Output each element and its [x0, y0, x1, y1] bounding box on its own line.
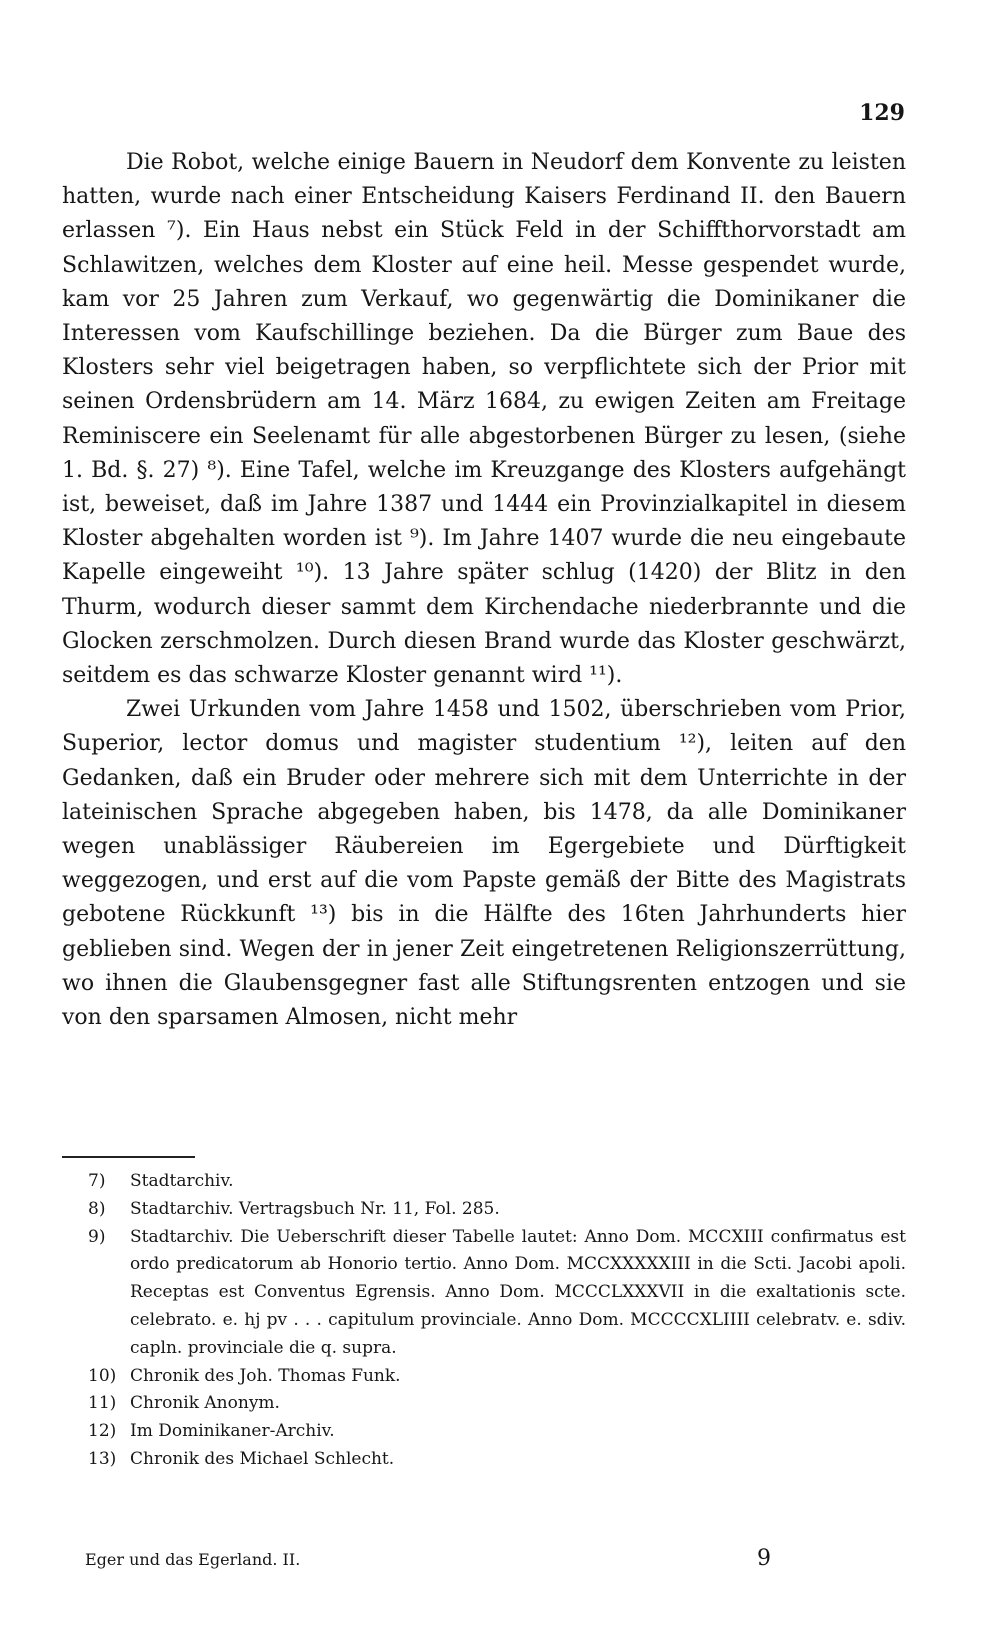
paragraph-2: Zwei Urkunden vom Jahre 1458 und 1502, überschrieben vom Prior, Superior, lector domus und magister studentium ¹²), leiten auf den Gedanken, daß ein Bruder oder mehrere sich mit dem Unterrichte in der lateinischen Sprache abgegeben haben, bis 1478, da alle Dominikaner wegen unablässiger Räubereien im Egergebiete und Dürftigkeit weggezogen, und erst auf die vom Papste gemäß der Bitte des Magistrats gebotene Rückkunft ¹³) bis in die Hälfte des 16ten Jahrhunderts hier geblieben sind. Wegen der in jener Zeit eingetretenen Religionszerrüttung, wo ihnen die Glaubensgegner fast alle Stiftungsrenten entzogen und sie von den sparsamen Almosen, nicht mehr — [62, 697, 906, 1031]
footnote-text: Stadtarchiv. Vertragsbuch Nr. 11, Fol. 285. — [130, 1198, 500, 1219]
footnote-number: 8) — [88, 1198, 106, 1219]
footnote-text: Im Dominikaner-Archiv. — [130, 1421, 335, 1442]
footnote-divider — [62, 1156, 195, 1158]
main-text — [62, 146, 906, 1035]
footnote-8 — [88, 1196, 906, 1224]
footnote-number: 9) — [88, 1226, 106, 1247]
footnote-text: Stadtarchiv. — [130, 1171, 234, 1191]
page-number: 129 — [859, 100, 905, 126]
footnote-number: 13) — [88, 1448, 117, 1469]
footnote-number: 7) — [88, 1171, 106, 1191]
paragraph-1: Die Robot, welche einige Bauern in Neudorf dem Konvente zu leisten hatten, wurde nach einer Entscheidung Kaisers Ferdinand II. den Bauern erlassen ⁷). Ein Haus nebst ein Stück Feld in der Schiffthorvorstadt am Schlawitzen, welches dem Kloster auf eine heil. Messe gespendet wurde, kam vor 25 Jahren zum Verkauf, wo gegenwärtig die Dominikaner die Interessen vom Kaufschillinge beziehen. Da die Bürger zum Baue des Klosters sehr viel beigetragen haben, so verpflichtete sich der Prior mit seinen Ordensbrüdern am 14. März 1684, zu ewigen Zeiten am Freitage Reminiscere ein Seelenamt für alle abgestorbenen Bürger zu lesen, (siehe 1. Bd. §. 27) ⁸). Eine Tafel, welche im Kreuzgange des Klosters aufgehängt ist, beweiset, daß im Jahre 1387 und 1444 ein Provinzialkapitel in diesem Kloster abgehalten worden ist ⁹). Im Jahre 1407 wurde die neu eingebaute Kapelle eingeweiht ¹⁰). 13 Jahre später schlug (1420) der Blitz in den Thurm, wodurch dieser sammt dem Kirchendache niederbrannte und die Glocken zerschmolzen. Durch diesen Brand wurde das Kloster geschwärzt, seitdem es das schwarze Kloster genannt wird ¹¹). — [62, 150, 906, 689]
printer-signature: Eger und das Egerland. II. — [85, 1550, 301, 1569]
footnote-9 — [88, 1224, 906, 1363]
footnote-number: 12) — [88, 1421, 117, 1442]
footnote-number: 11) — [88, 1393, 117, 1414]
footnote-12 — [88, 1418, 906, 1446]
footnote-text: Chronik Anonym. — [130, 1393, 280, 1414]
footnote-text: Stadtarchiv. Die Ueberschrift dieser Tabelle lautet: Anno Dom. MCCXIII confirmatus est ordo predicatorum ab Honorio tertio. Anno Dom. MCCXXXXXIII in die Scti. Jacobi apoli. Receptas est Conventus Egrensis. Anno Dom. MCCCLXXXVII in die exaltationis scte. celebrato. e. hj pv . . . capitulum provinciale. Anno Dom. MCCCCXLIIII celebratv. e. sdiv. capln. provinciale die q. supra. — [130, 1226, 906, 1358]
footnote-11 — [88, 1390, 906, 1418]
footnote-text: Chronik des Joh. Thomas Funk. — [130, 1365, 401, 1386]
footnote-10 — [88, 1363, 906, 1391]
footnote-number: 10) — [88, 1365, 117, 1386]
footnote-7 — [88, 1168, 906, 1196]
sheet-number: 9 — [757, 1546, 771, 1571]
footnote-13 — [88, 1446, 906, 1474]
footnote-text: Chronik des Michael Schlecht. — [130, 1448, 395, 1469]
footnotes — [88, 1168, 906, 1474]
